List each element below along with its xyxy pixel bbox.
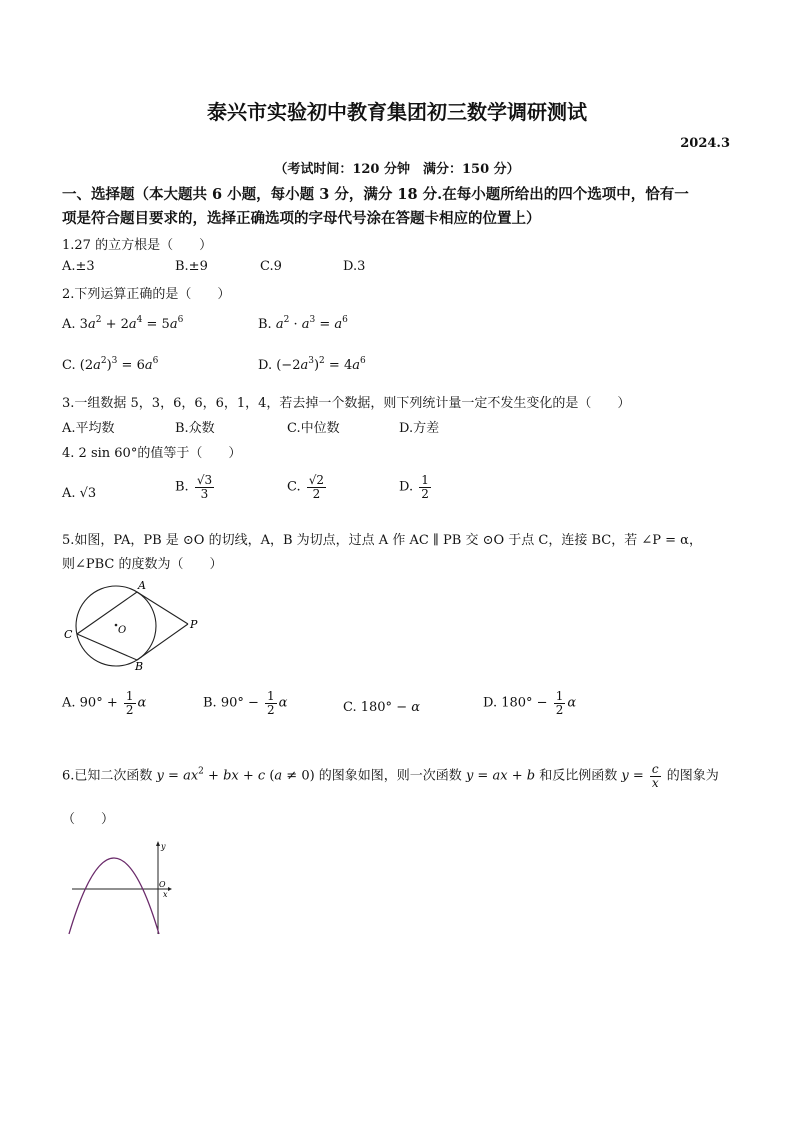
chord-bc: [77, 634, 137, 660]
question-3-option-a: A.平均数: [62, 421, 115, 436]
question-1-option-d: D.3: [343, 259, 366, 274]
center-point: [115, 624, 118, 627]
parabola-figure: [64, 838, 174, 938]
question-2-option-d: D. $(-2a^3)^2 = 4a^6$: [258, 356, 366, 373]
question-4-option-d: D. $\frac{1}{2}$: [399, 473, 429, 501]
label-a: A: [138, 579, 146, 592]
tangent-pb: [137, 624, 188, 660]
question-4-option-c: C. $\frac{√2}{2}$: [287, 473, 325, 501]
question-1-option-a: A.±3: [62, 259, 95, 274]
y-axis-arrow: [156, 841, 160, 846]
question-4-option-b: B. $\frac{√3}{3}$: [175, 473, 213, 501]
section-heading-line-1: 一、选择题（本大题共 6 小题，每小题 3 分，满分 18 分.在每小题所给出的四个选项中，恰有一: [62, 186, 689, 203]
chord-ac: [77, 592, 137, 634]
label-c: C: [64, 628, 73, 641]
label-o: O: [118, 625, 127, 636]
parabola-curve: [69, 858, 159, 934]
question-2-stem: 2.下列运算正确的是（ ）: [62, 287, 231, 302]
page-title: 泰兴市实验初中教育集团初三数学调研测试: [207, 100, 587, 124]
label-p: P: [190, 618, 198, 631]
x-axis-arrow: [168, 887, 172, 891]
question-5-stem-line-1: 5.如图，PA，PB 是 ⊙O 的切线，A，B 为切点，过点 A 作 AC ∥ PB 交 ⊙O 于点 C，连接 BC，若 ∠P = α，: [62, 533, 702, 548]
question-3-option-b: B.众数: [175, 421, 215, 436]
question-5-option-b: B. 90° − $\frac{1}{2}$ α: [203, 689, 288, 717]
exam-date: 2024.3: [680, 136, 730, 151]
exam-info: （考试时间：120 分钟 满分：150 分）: [274, 162, 520, 177]
question-6-stem-line-1: 6.已知二次函数 $y = ax^2$ + bx + c (a ≠ 0) 的图象如图，则一次函数 y = ax + b 和反比例函数 y = $\frac{c}{x}$ 的图象为: [62, 762, 719, 790]
question-4-stem: 4. 2 sin 60°的值等于（ ）: [62, 446, 242, 461]
question-4-option-a: A. √3: [62, 486, 97, 501]
question-3-stem: 3.一组数据 5，3，6，6，6，1，4，若去掉一个数据，则下列统计量一定不发生变化的是（ ）: [62, 396, 631, 411]
question-3-option-d: D.方差: [399, 421, 440, 436]
question-5-stem-line-2: 则∠PBC 的度数为（ ）: [62, 557, 223, 572]
label-b: B: [135, 660, 144, 673]
question-5-option-d: D. 180° − $\frac{1}{2}$ α: [483, 689, 577, 717]
label-o: O: [159, 880, 166, 889]
question-5-option-a: A. 90° + $\frac{1}{2}$ α: [62, 689, 147, 717]
question-2-option-a: A. $3a^2 + 2a^4 = 5a^6$: [62, 315, 184, 332]
tangent-pa: [137, 592, 188, 624]
question-1-option-b: B.±9: [175, 259, 208, 274]
question-1-stem: 1.27 的立方根是（ ）: [62, 238, 213, 253]
label-x: x: [163, 890, 168, 899]
question-1-option-c: C.9: [260, 259, 282, 274]
label-y: y: [161, 842, 166, 851]
section-heading-line-2: 项是符合题目要求的，选择正确选项的字母代号涂在答题卡相应的位置上）: [62, 210, 541, 227]
circle-tangent-figure: [58, 578, 208, 674]
question-3-option-c: C.中位数: [287, 421, 340, 436]
question-2-option-b: B. $a^2 \cdot a^3 = a^6$: [258, 315, 348, 332]
question-5-option-c: C. 180° − α: [343, 700, 420, 715]
question-2-option-c: C. $(2a^2)^3 = 6a^6$: [62, 356, 159, 373]
question-6-stem-line-2: （ ）: [62, 812, 115, 827]
